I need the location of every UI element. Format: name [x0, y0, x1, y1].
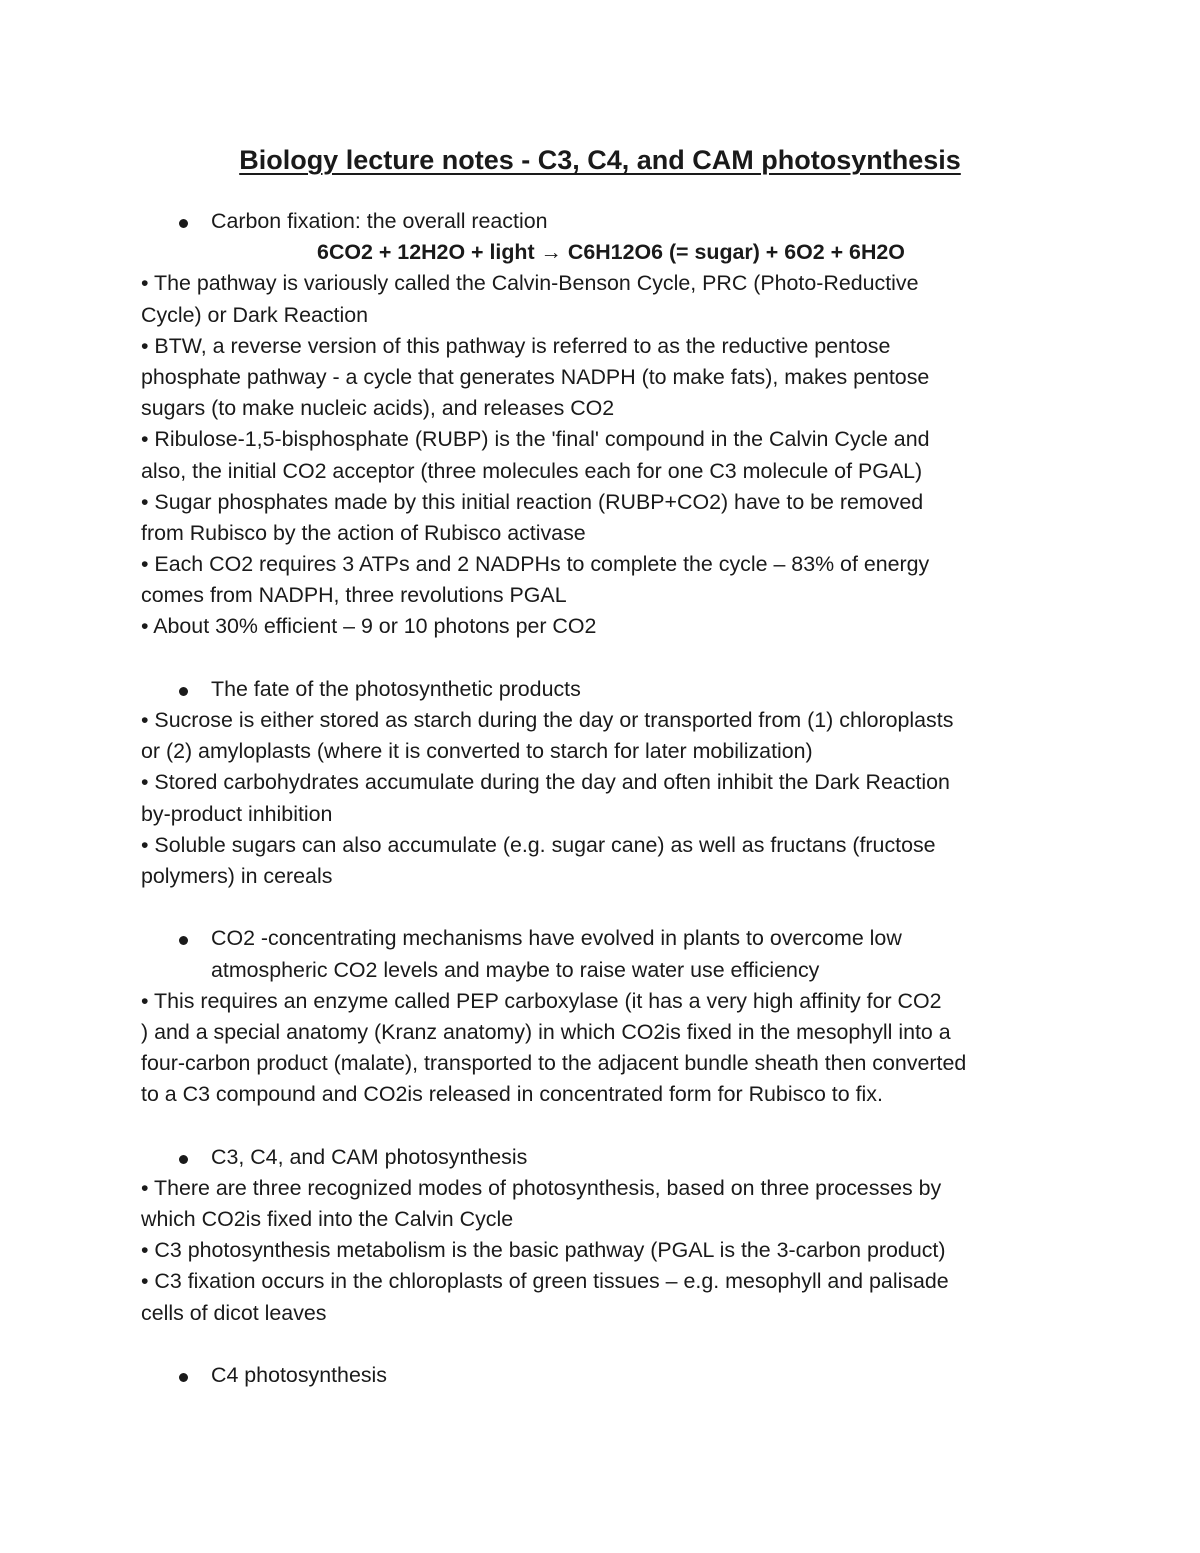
bullet-icon — [179, 1155, 188, 1164]
text-line: ) and a special anatomy (Kranz anatomy) in which CO2is fixed in the mesophyll into a — [141, 1019, 951, 1044]
section-heading — [141, 923, 1061, 954]
text-line: or (2) amyloplasts (where it is converted to starch for later mobilization) — [141, 739, 813, 764]
text-line: cells of dicot leaves — [141, 1300, 327, 1325]
text-line: four-carbon product (malate), transported to the adjacent bundle sheath then converted — [141, 1051, 967, 1076]
text-line: • Ribulose-1,5-bisphosphate (RUBP) is the 'final' compound in the Calvin Cycle and — [141, 427, 930, 452]
text-line: from Rubisco by the action of Rubisco activase — [141, 520, 586, 545]
blank-line — [141, 643, 1061, 674]
section-heading — [141, 674, 1061, 705]
reaction-equation: 6CO2 + 12H2O + light → C6H12O6 (= sugar) + 6O2 + 6H2O — [317, 240, 905, 265]
document-title: Biology lecture notes - C3, C4, and CAM photosynthesis — [239, 145, 961, 175]
text-line: • BTW, a reverse version of this pathway is referred to as the reductive pentose — [141, 333, 891, 358]
bullet-icon — [179, 219, 188, 228]
bullet-icon — [179, 687, 188, 696]
text-line: • C3 fixation occurs in the chloroplasts of green tissues – e.g. mesophyll and palisade — [141, 1269, 949, 1294]
text-line: by-product inhibition — [141, 801, 333, 826]
section-heading — [141, 206, 1061, 237]
text-line: Cycle) or Dark Reaction — [141, 302, 369, 327]
blank-line — [141, 1110, 1061, 1141]
text-line: which CO2is fixed into the Calvin Cycle — [141, 1207, 514, 1231]
section-heading-text: C3, C4, and CAM photosynthesis — [211, 1144, 528, 1169]
text-line: phosphate pathway - a cycle that generates NADPH (to make fats), makes pentose — [141, 364, 930, 389]
section-heading-text: C4 photosynthesis — [211, 1362, 387, 1387]
text-line: • Sugar phosphates made by this initial reaction (RUBP+CO2) have to be removed — [141, 489, 924, 514]
text-line: sugars (to make nucleic acids), and releases CO2 — [141, 396, 615, 421]
text-line: • This requires an enzyme called PEP carboxylase (it has a very high affinity for CO2 — [141, 988, 942, 1013]
bullet-icon — [179, 936, 188, 945]
text-line: comes from NADPH, three revolutions PGAL — [141, 583, 567, 608]
section-heading — [141, 1360, 1061, 1391]
text-line: to a C3 compound and CO2is released in concentrated form for Rubisco to fix. — [141, 1082, 883, 1107]
section-heading-text: CO2 -concentrating mechanisms have evolved in plants to overcome low — [211, 926, 902, 951]
text-line: polymers) in cereals — [141, 863, 333, 888]
text-line: also, the initial CO2 acceptor (three molecules each for one C3 molecule of PGAL) — [141, 458, 923, 483]
blank-line — [141, 892, 1061, 923]
text-line: • Stored carbohydrates accumulate during the day and often inhibit the Dark Reaction — [141, 770, 950, 795]
text-line: • C3 photosynthesis metabolism is the basic pathway (PGAL is the 3-carbon product) — [141, 1238, 946, 1263]
text-line: • There are three recognized modes of photosynthesis, based on three processes by — [141, 1175, 942, 1200]
text-line: • Each CO2 requires 3 ATPs and 2 NADPHs to complete the cycle – 83% of energy — [141, 552, 930, 577]
text-line: • The pathway is variously called the Calvin-Benson Cycle, PRC (Photo-Reductive — [141, 271, 919, 296]
section-heading — [141, 1142, 1061, 1173]
blank-line — [141, 1329, 1061, 1360]
section-heading-continuation: atmospheric CO2 levels and maybe to raise water use efficiency — [211, 957, 820, 982]
section-heading-text: The fate of the photosynthetic products — [211, 676, 581, 701]
document-body — [141, 206, 1061, 1391]
text-line: • About 30% efficient – 9 or 10 photons per CO2 — [141, 614, 597, 639]
text-line: • Soluble sugars can also accumulate (e.g. sugar cane) as well as fructans (fructose — [141, 832, 936, 857]
section-heading-text: Carbon fixation: the overall reaction — [211, 209, 548, 233]
bullet-icon — [179, 1373, 188, 1382]
text-line: • Sucrose is either stored as starch during the day or transported from (1) chloroplasts — [141, 708, 954, 732]
